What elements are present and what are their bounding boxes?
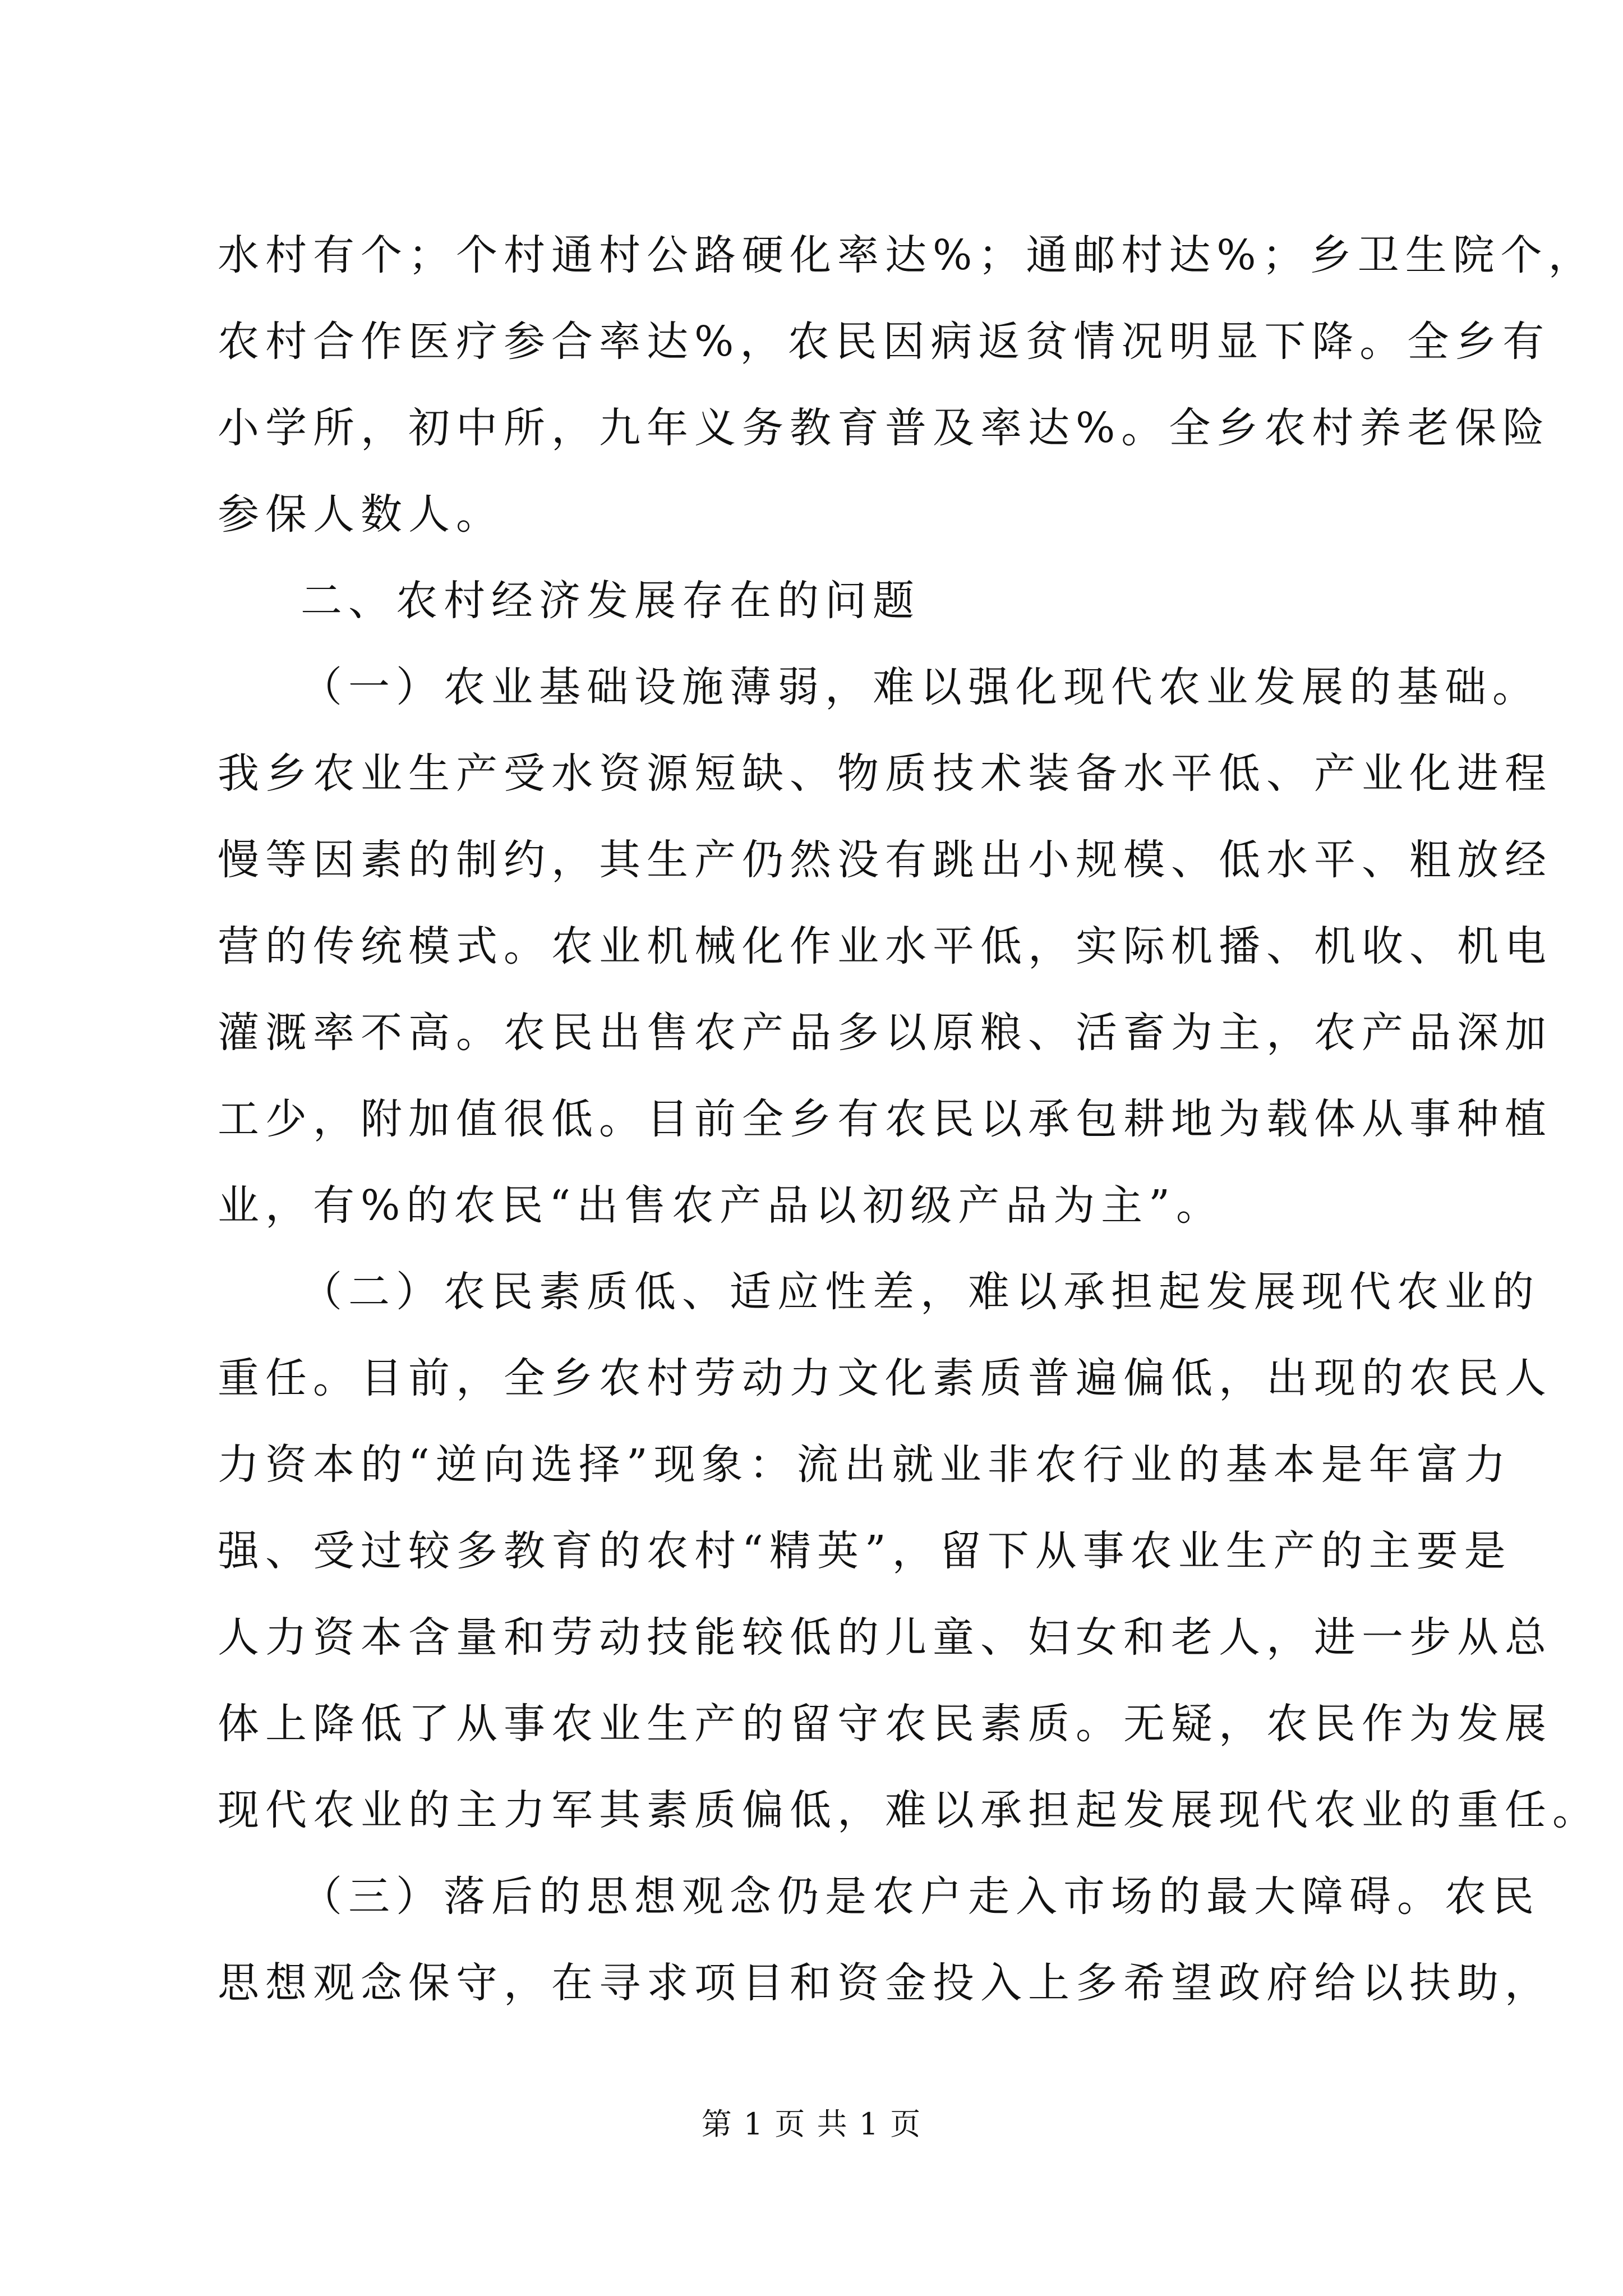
text-line: 小学所，初中所，九年义务教育普及率达%。全乡农村养老保险 [218,404,1551,452]
text-line: 力资本的“逆向选择”现象：流出就业非农行业的基本是年富力 [218,1441,1512,1489]
text-line: 重任。目前，全乡农村劳动力文化素质普遍偏低，出现的农民人 [218,1354,1552,1402]
text-line: 人力资本含量和劳动技能较低的儿童、妇女和老人，进一步从总 [218,1613,1552,1662]
text-line: 灌溉率不高。农民出售农产品多以原粮、活畜为主，农产品深加 [218,1009,1552,1057]
text-line: （一）农业基础设施薄弱，难以强化现代农业发展的基础。 [301,663,1540,711]
text-line: 工少，附加值很低。目前全乡有农民以承包耕地为载体从事种植 [218,1095,1552,1143]
section-heading: 二、农村经济发展存在的问题 [301,577,920,625]
paragraph-continuation [218,212,1596,558]
text-line: 营的传统模式。农业机械化作业水平低，实际机播、机收、机电 [218,922,1552,970]
text-line: 慢等因素的制约，其生产仍然没有跳出小规模、低水平、粗放经 [218,836,1552,884]
document-body [218,212,1600,2026]
text-line: 参保人数人。 [218,490,504,539]
paragraph-farmer-quality [218,1249,1600,1853]
text-line: 水村有个；个村通村公路硬化率达%；通邮村达%；乡卫生院个， [218,231,1596,279]
text-line: 我乡农业生产受水资源短缺、物质技术装备水平低、产业化进程 [218,749,1552,798]
text-line: （二）农民素质低、适应性差，难以承担起发展现代农业的 [301,1268,1540,1316]
text-line: 业，有%的农民“出售农产品以初级产品为主”。 [218,1181,1224,1230]
text-line: 体上降低了从事农业生产的留守农民素质。无疑，农民作为发展 [218,1700,1552,1748]
text-line: 思想观念保守，在寻求项目和资金投入上多希望政府给以扶助， [218,1959,1552,2007]
paragraph-mindset [218,1853,1552,2026]
page-number-footer: 第 1 页 共 1 页 [701,2106,922,2142]
text-line: 农村合作医疗参合率达%，农民因病返贫情况明显下降。全乡有 [218,318,1551,366]
paragraph-infrastructure [218,644,1552,1249]
text-line: （三）落后的思想观念仍是农户走入市场的最大障碍。农民 [301,1872,1540,1921]
text-line: 强、受过较多教育的农村“精英”，留下从事农业生产的主要是 [218,1527,1512,1575]
text-line: 现代农业的主力军其素质偏低，难以承担起发展现代农业的重任。 [218,1786,1600,1834]
